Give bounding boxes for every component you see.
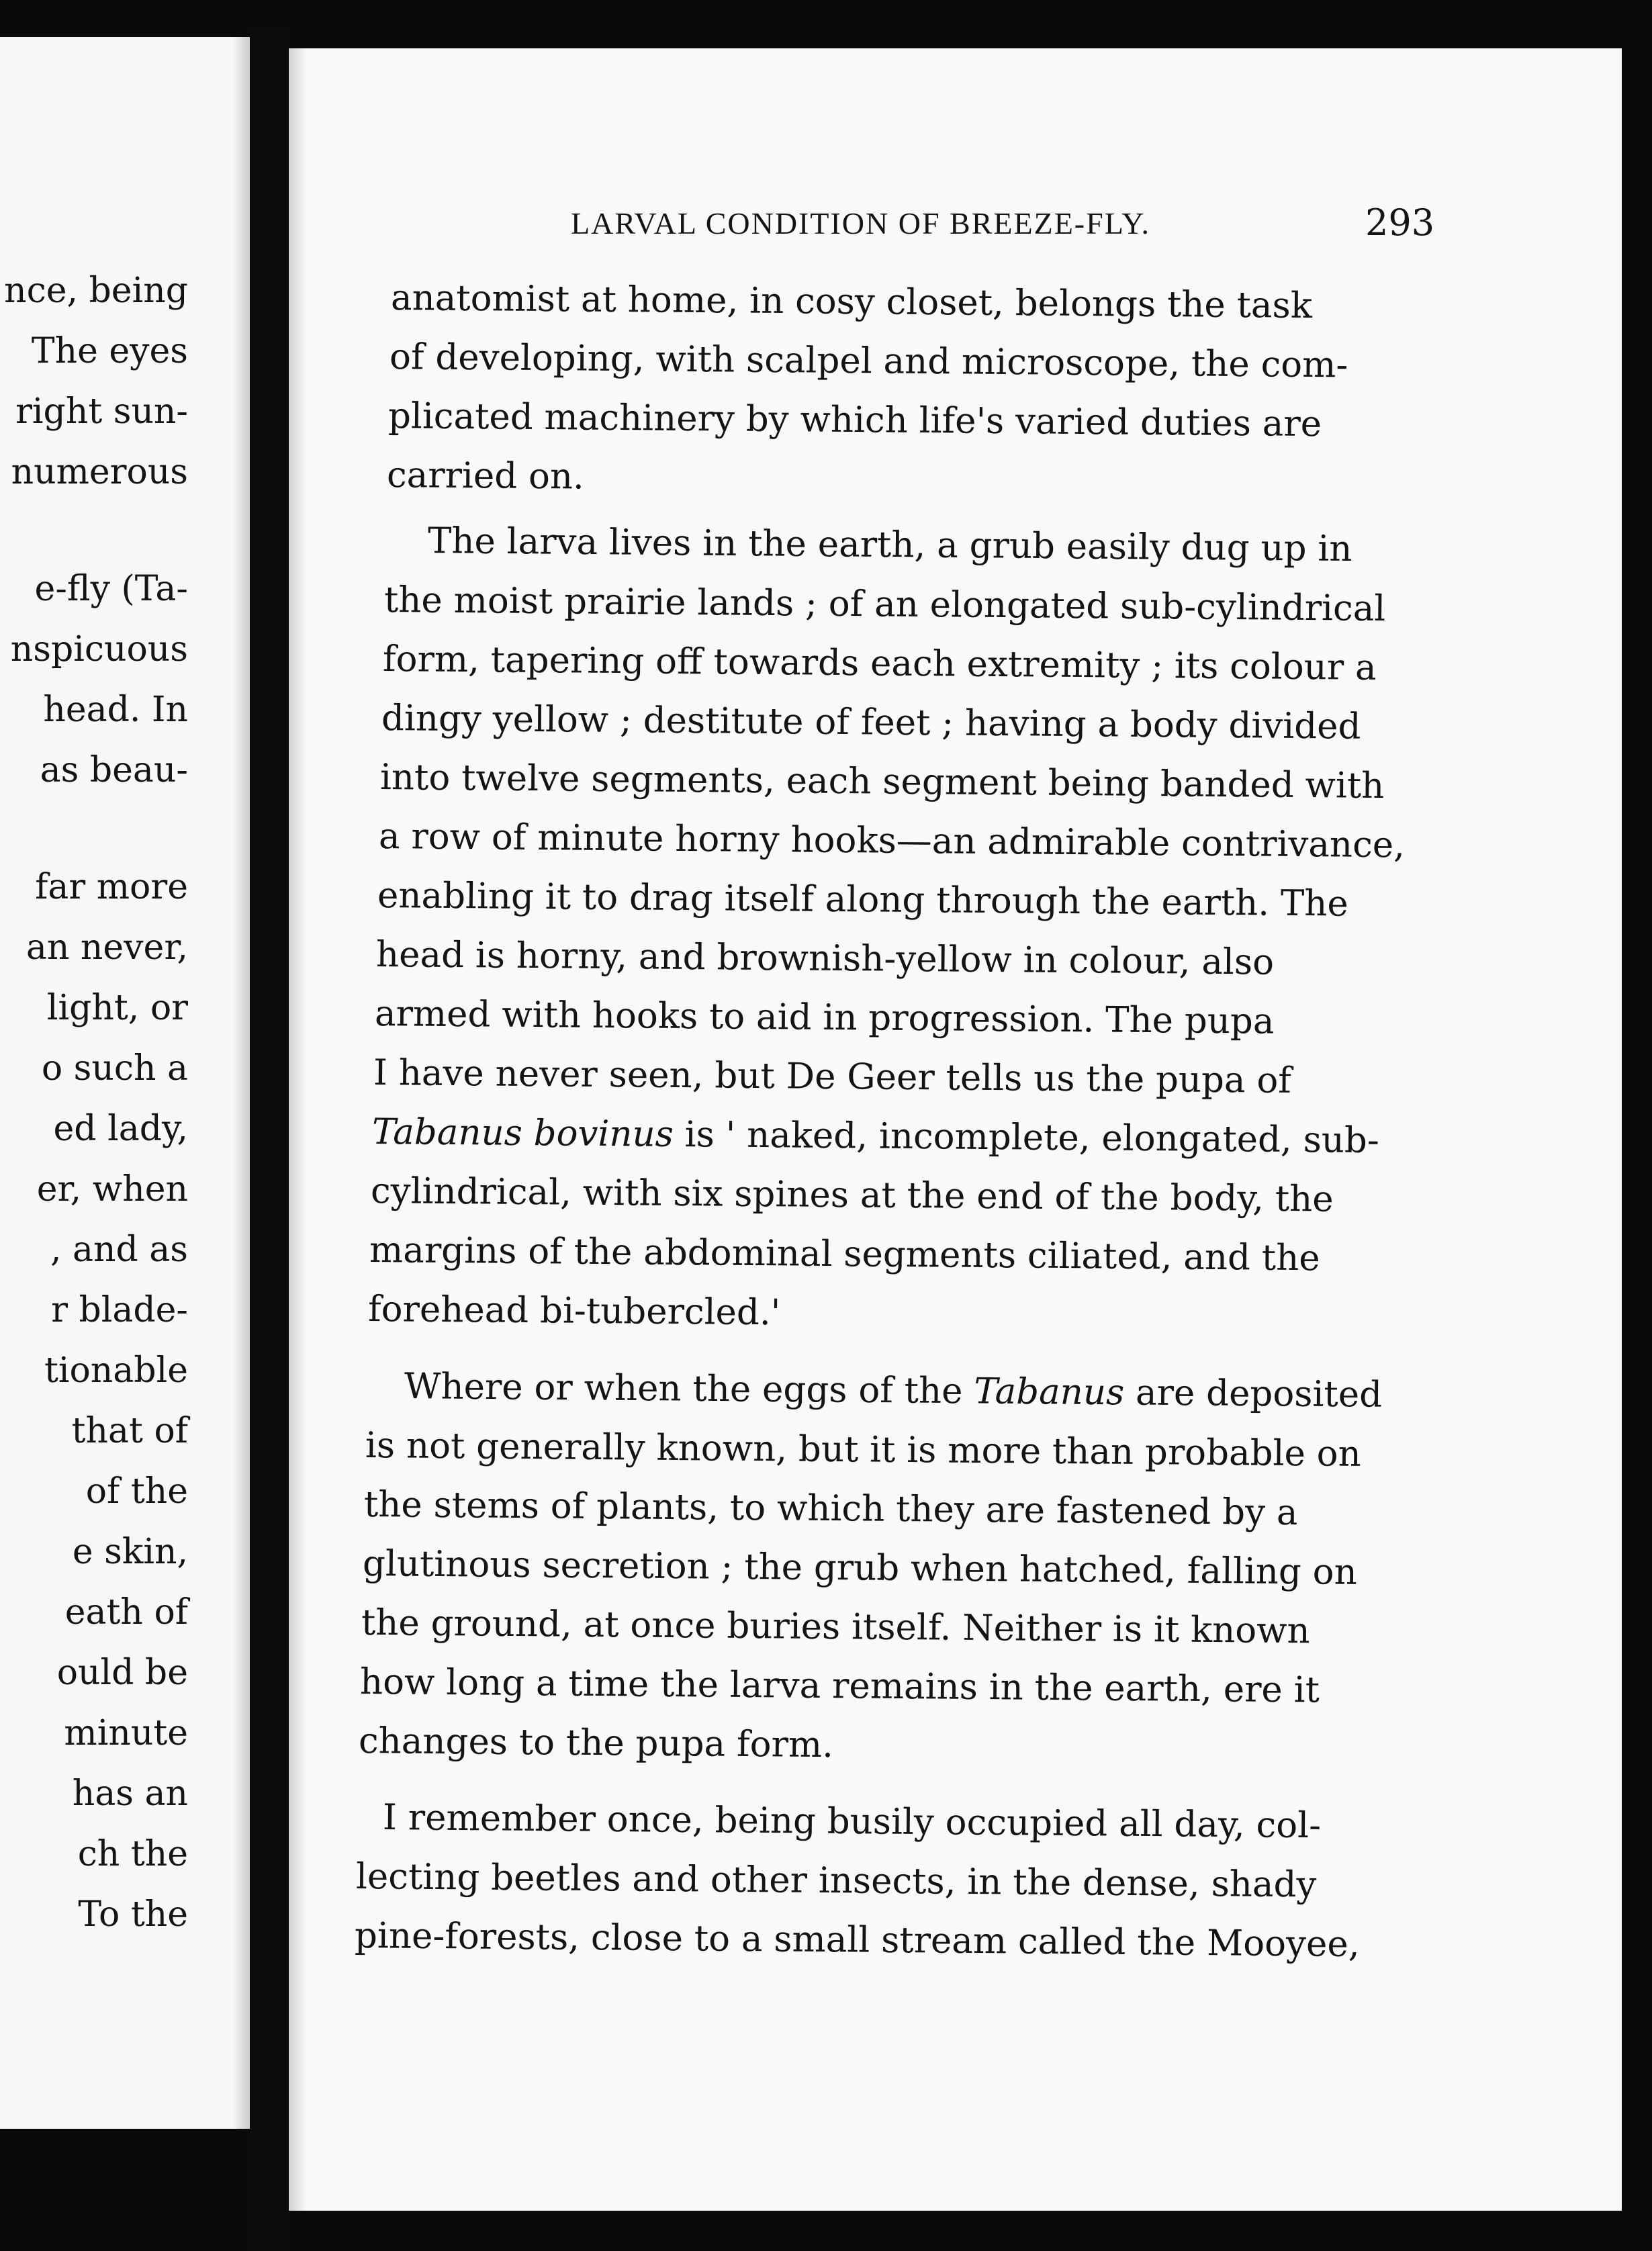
text-span: are deposited (1123, 1372, 1383, 1416)
left-line: o such a (41, 1048, 188, 1089)
text-line: plicated machinery by which life's varied duties are (387, 396, 1322, 445)
page-number: 293 (1365, 201, 1435, 244)
text-line: is not generally known, but it is more than probable on (365, 1425, 1362, 1475)
text-line: margins of the abdominal segments ciliated, and the (369, 1230, 1320, 1279)
text-line (404, 1366, 1383, 1416)
left-line: head. In (43, 690, 188, 730)
text-line: The larva lives in the earth, a grub easily dug up in (427, 520, 1352, 570)
left-line: e-fly (Ta- (34, 569, 188, 609)
page-header (289, 201, 1622, 255)
left-line: er, when (36, 1169, 188, 1209)
text-line: of developing, with scalpel and microscope, the com- (389, 336, 1348, 386)
genus-name: Tabanus (974, 1371, 1125, 1414)
left-line: , and as (50, 1230, 188, 1270)
text-line: the moist prairie lands ; of an elongated sub-cylindrical (383, 580, 1386, 630)
left-line: an never, (26, 927, 188, 968)
text-line: enabling it to drag itself along through the earth. The (377, 875, 1349, 925)
left-line: The eyes (31, 331, 188, 371)
left-line: right sun- (15, 392, 188, 432)
text-line: lecting beetles and other insects, in the dense, shady (355, 1856, 1317, 1906)
text-line: glutinous secretion ; the grub when hatched, falling on (362, 1543, 1358, 1593)
left-line: has an (72, 1774, 188, 1814)
text-line: I remember once, being busily occupied all day, col- (382, 1797, 1322, 1847)
left-line: To the (78, 1894, 188, 1935)
text-span: is ' naked, incomplete, elongated, sub- (673, 1113, 1380, 1162)
left-line: nce, being (4, 271, 188, 311)
left-line: ed lady, (53, 1109, 188, 1149)
left-line: numerous (11, 452, 188, 492)
text-line: forehead bi-tubercled.' (367, 1289, 781, 1334)
left-line: eath of (64, 1592, 188, 1633)
text-line: pine-forests, close to a small stream called the Mooyee, (354, 1915, 1360, 1966)
left-line: far more (35, 867, 188, 907)
left-line: light, or (46, 988, 188, 1028)
text-line (371, 1111, 1380, 1162)
left-line: tionable (44, 1350, 188, 1391)
text-line: armed with hooks to aid in progression. The pupa (374, 993, 1275, 1042)
text-line: into twelve segments, each segment being banded with (379, 757, 1385, 807)
running-head: LARVAL CONDITION OF BREEZE-FLY. (571, 206, 1150, 240)
left-line: nspicuous (10, 629, 188, 670)
left-line: as beau- (40, 750, 188, 790)
page-gutter-shadow (232, 37, 250, 2129)
text-line: how long a time the larva remains in the earth, ere it (359, 1661, 1320, 1711)
text-line: I have never seen, but De Geer tells us the pupa of (373, 1052, 1292, 1101)
left-line: minute (64, 1713, 188, 1753)
left-line: r blade- (51, 1290, 188, 1330)
left-line: e skin, (72, 1532, 188, 1572)
text-line: cylindrical, with six spines at the end of the body, the (370, 1170, 1334, 1220)
left-line: ould be (56, 1653, 188, 1693)
text-line: form, tapering off towards each extremity ; its colour a (382, 639, 1377, 688)
text-line: carried on. (386, 455, 585, 498)
text-line: the ground, at once buries itself. Neither is it known (361, 1602, 1310, 1652)
species-name: Tabanus bovinus (371, 1111, 674, 1155)
text-line: changes to the pupa form. (358, 1720, 834, 1766)
page-gutter-shadow (289, 48, 306, 2211)
book-spine (250, 27, 289, 2251)
text-line: head is horny, and brownish-yellow in colour, also (375, 934, 1275, 983)
text-line: dingy yellow ; destitute of feet ; having a body divided (381, 698, 1361, 747)
left-line: ch the (77, 1834, 188, 1874)
left-page (0, 37, 250, 2129)
left-line: that of (71, 1411, 188, 1451)
text-line: a row of minute horny hooks—an admirable contrivance, (378, 816, 1406, 866)
right-page (289, 48, 1622, 2211)
text-line: the stems of plants, to which they are fastened by a (363, 1484, 1298, 1534)
text-span: Where or when the eggs of the (404, 1366, 974, 1412)
text-line: anatomist at home, in cosy closet, belongs the task (390, 277, 1313, 326)
left-line: of the (85, 1471, 188, 1512)
